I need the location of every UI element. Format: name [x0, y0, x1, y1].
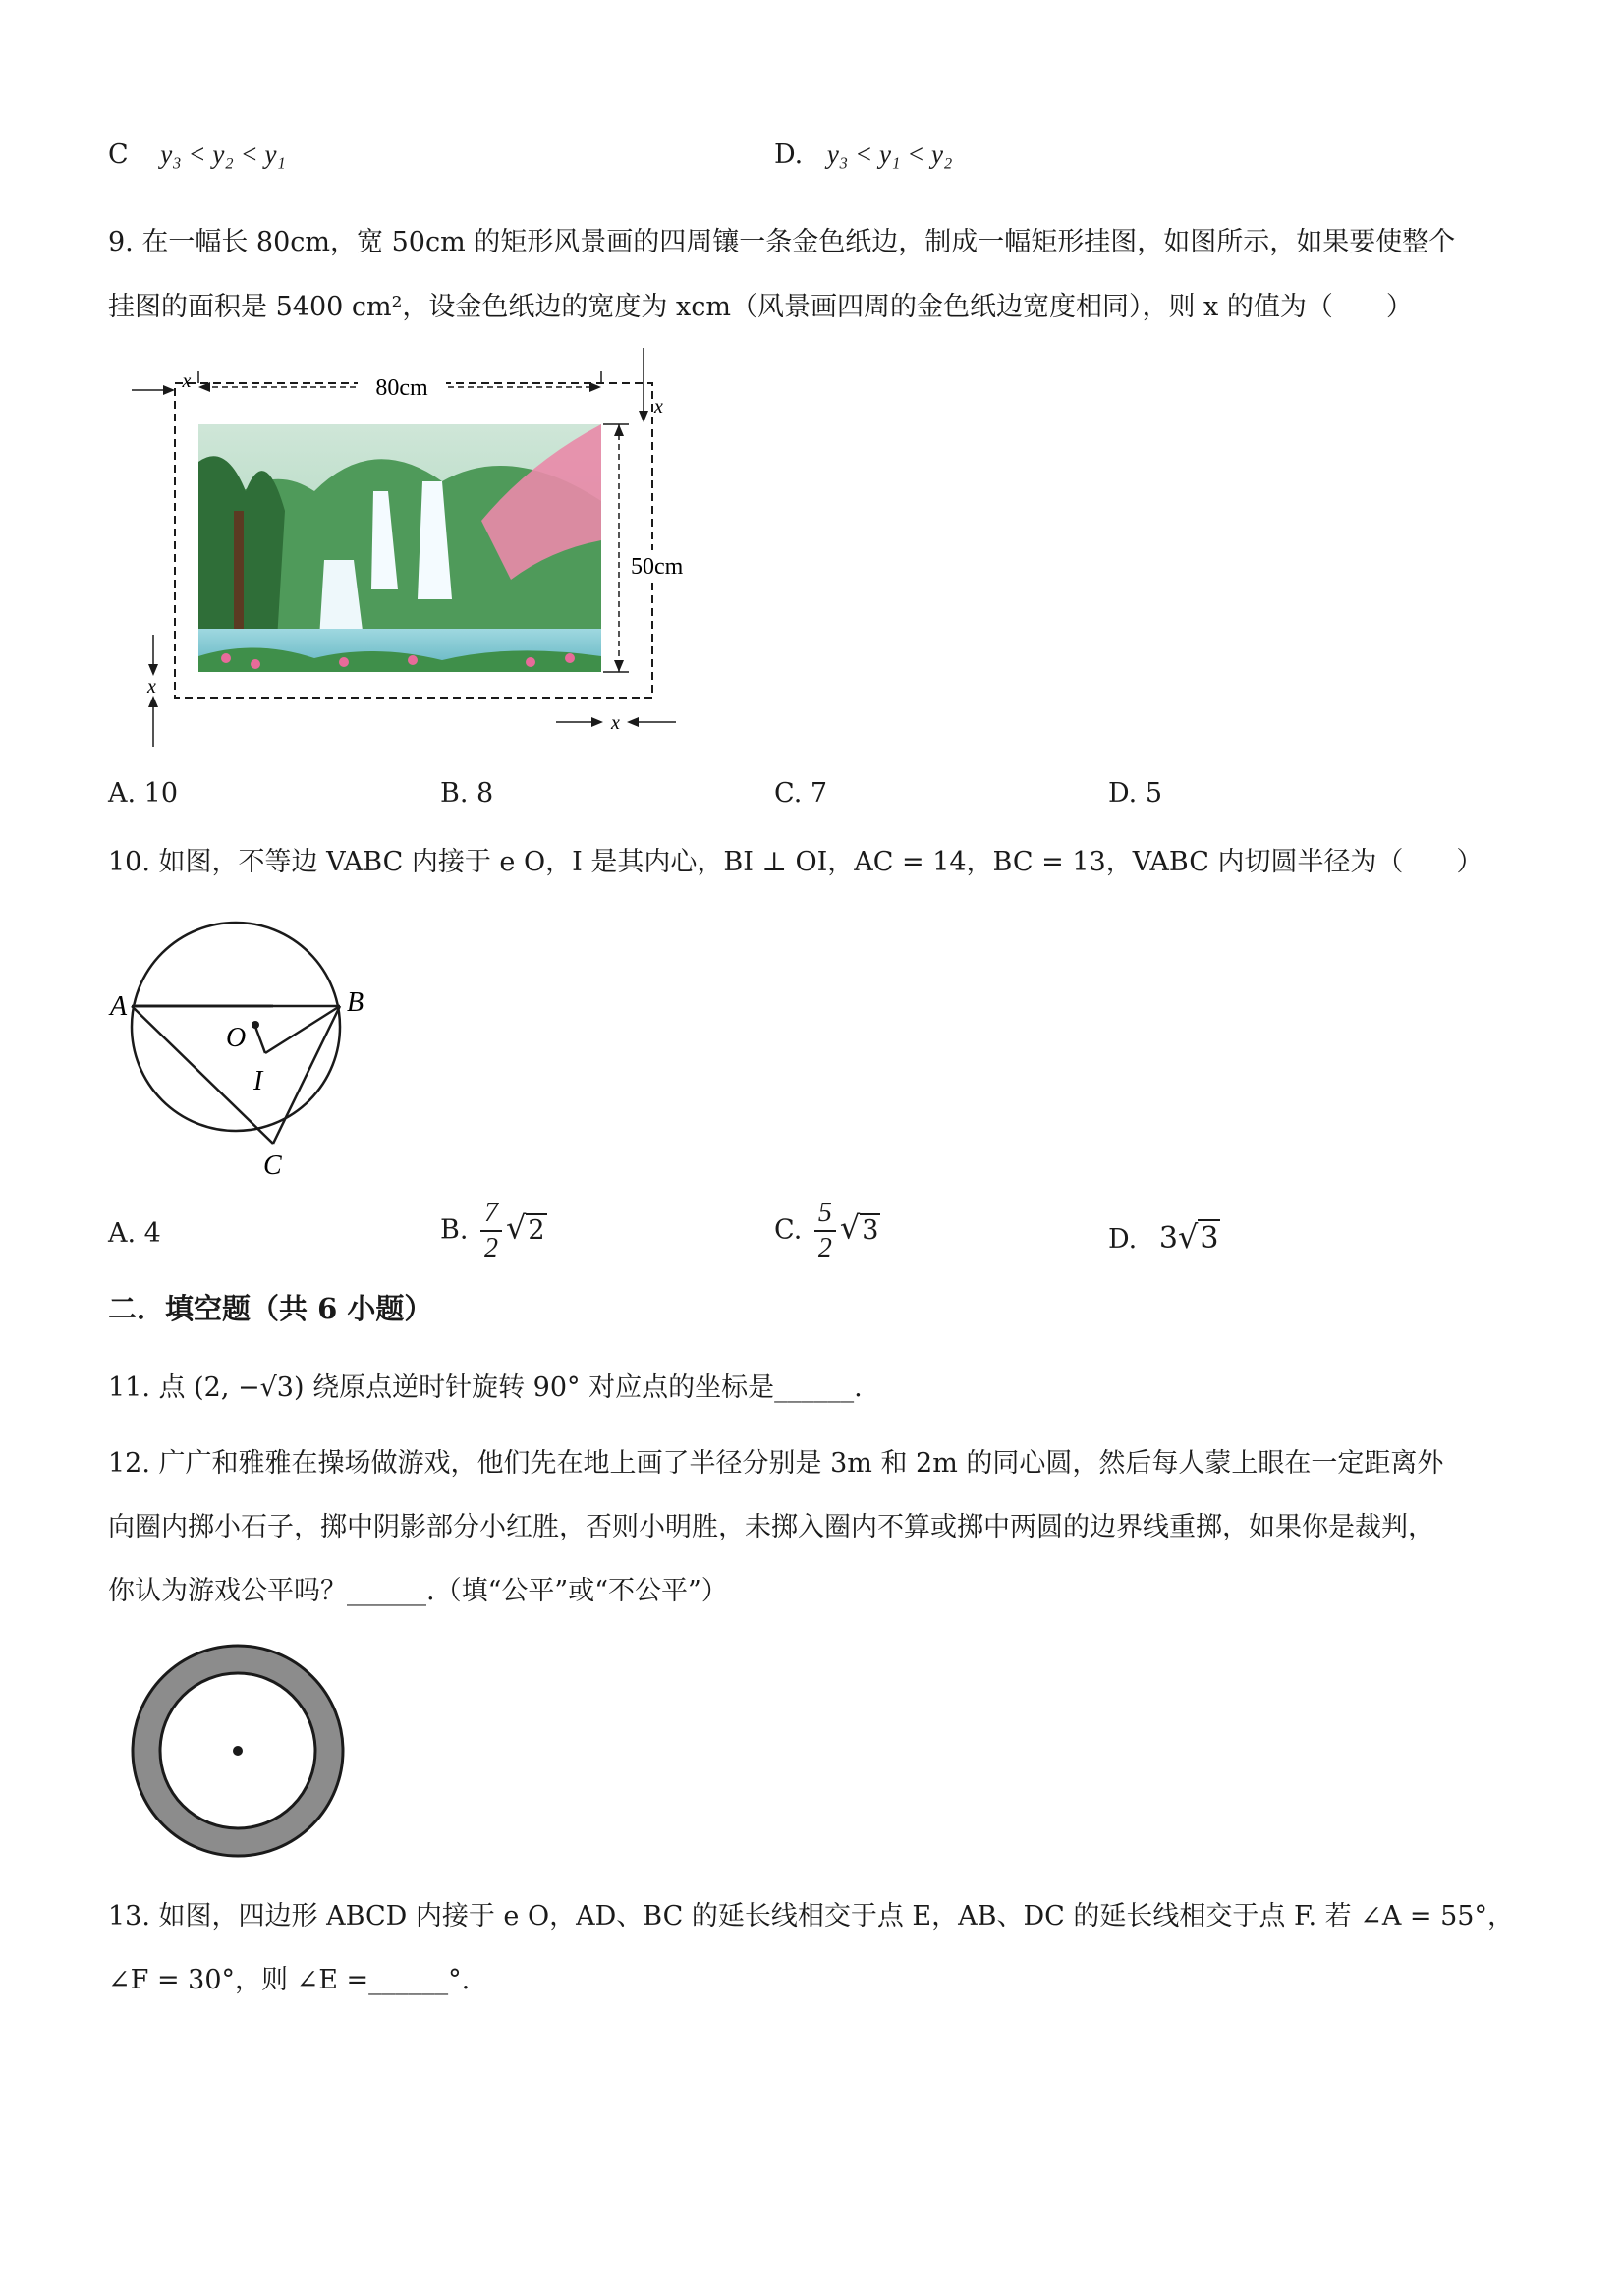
- radical-sign: √: [839, 1208, 861, 1247]
- radicand: 3: [862, 1214, 879, 1246]
- q12-line-2: 向圈内掷小石子，掷中阴影部分小红胜，否则小明胜，未掷入圈内不算或掷中两圆的边界线重掷，如果你是裁判，: [108, 1512, 1434, 1542]
- q12-concentric-circles-figure: [126, 1639, 350, 1863]
- q10-option-b[interactable]: [440, 1197, 547, 1265]
- q10-option-c[interactable]: [774, 1197, 880, 1265]
- q10-circumscribed-triangle-figure: [108, 889, 422, 1184]
- label-c: C: [263, 1150, 282, 1181]
- q12-line-3: 你认为游戏公平吗？______.（填“公平”或“不公平”）: [108, 1576, 728, 1606]
- option-label: D.: [774, 140, 804, 170]
- radicand: 2: [528, 1214, 545, 1246]
- numerator: 7: [480, 1197, 502, 1232]
- option-label: B.: [440, 1214, 469, 1246]
- radical-sign: √: [1177, 1218, 1199, 1256]
- width-label: 80cm: [375, 375, 428, 401]
- denominator: 2: [817, 1233, 832, 1263]
- q9-option-c[interactable]: C. 7: [774, 778, 828, 809]
- border-label-top-left: x: [182, 370, 192, 392]
- option-expr: y₃ < y₂ < y₁: [160, 140, 286, 169]
- border-label-right: x: [654, 396, 663, 418]
- q9-line-1: 9. 在一幅长 80cm，宽 50cm 的矩形风景画的四周镶一条金色纸边，制成一幅矩形挂图，如图所示，如果要使整个: [108, 227, 1456, 257]
- option-expr: y₃ < y₁ < y₂: [826, 140, 953, 169]
- denominator: 2: [484, 1233, 499, 1263]
- landscape-painting: [198, 424, 601, 672]
- center-point: [233, 1746, 243, 1756]
- label-a: A: [110, 991, 128, 1022]
- q13-line-2: ∠F = 30°，则 ∠E =______°.: [108, 1965, 471, 1995]
- q9-line-2: 挂图的面积是 5400 cm²，设金色纸边的宽度为 xcm（风景画四周的金色纸边宽度相同），则 x 的值为（ ）: [108, 292, 1413, 322]
- border-label-bottom-left: x: [147, 676, 156, 698]
- q12-line-1: 12. 广广和雅雅在操场做游戏，他们先在地上画了半径分别是 3m 和 2m 的同心圆，然后每人蒙上眼在一定距离外: [108, 1448, 1444, 1479]
- option-label: C.: [774, 1214, 803, 1246]
- section-title: 二．填空题（共 6 小题）: [108, 1292, 433, 1325]
- q9-option-a[interactable]: A. 10: [108, 778, 179, 809]
- q10-text: 10. 如图，不等边 VABC 内接于 e O，I 是其内心，BI ⊥ OI，AC = 14，BC = 13，VABC 内切圆半径为（ ）: [108, 847, 1483, 877]
- height-label: 50cm: [631, 554, 684, 580]
- radicand: 3: [1200, 1221, 1219, 1256]
- fraction: [814, 1197, 836, 1265]
- q9-option-d[interactable]: D. 5: [1108, 778, 1163, 809]
- q8-option-c[interactable]: [108, 140, 286, 170]
- option-label: C: [108, 140, 129, 170]
- q10-option-a[interactable]: A. 4: [108, 1218, 161, 1249]
- q8-option-d[interactable]: [774, 140, 952, 170]
- segment-oi: [255, 1027, 265, 1053]
- side-ac: [132, 1006, 273, 1144]
- numerator: 5: [814, 1197, 836, 1232]
- q11-text: 11. 点 (2, −√3) 绕原点逆时针旋转 90° 对应点的坐标是______.: [108, 1372, 863, 1403]
- q9-framed-painting-figure: [118, 344, 698, 756]
- label-i: I: [253, 1066, 263, 1096]
- border-label-bottom-right: x: [611, 712, 620, 734]
- label-b: B: [347, 987, 364, 1018]
- q13-line-1: 13. 如图，四边形 ABCD 内接于 e O，AD、BC 的延长线相交于点 E，AB、DC 的延长线相交于点 F. 若 ∠A = 55°，: [108, 1901, 1514, 1932]
- option-label: D.: [1108, 1224, 1138, 1255]
- label-o: O: [226, 1023, 247, 1053]
- center-point: [252, 1021, 259, 1029]
- coefficient: 3: [1158, 1221, 1178, 1256]
- q9-option-b[interactable]: B. 8: [440, 778, 494, 809]
- radical-sign: √: [506, 1208, 527, 1247]
- q10-option-d[interactable]: [1108, 1218, 1220, 1256]
- fraction: [480, 1197, 502, 1265]
